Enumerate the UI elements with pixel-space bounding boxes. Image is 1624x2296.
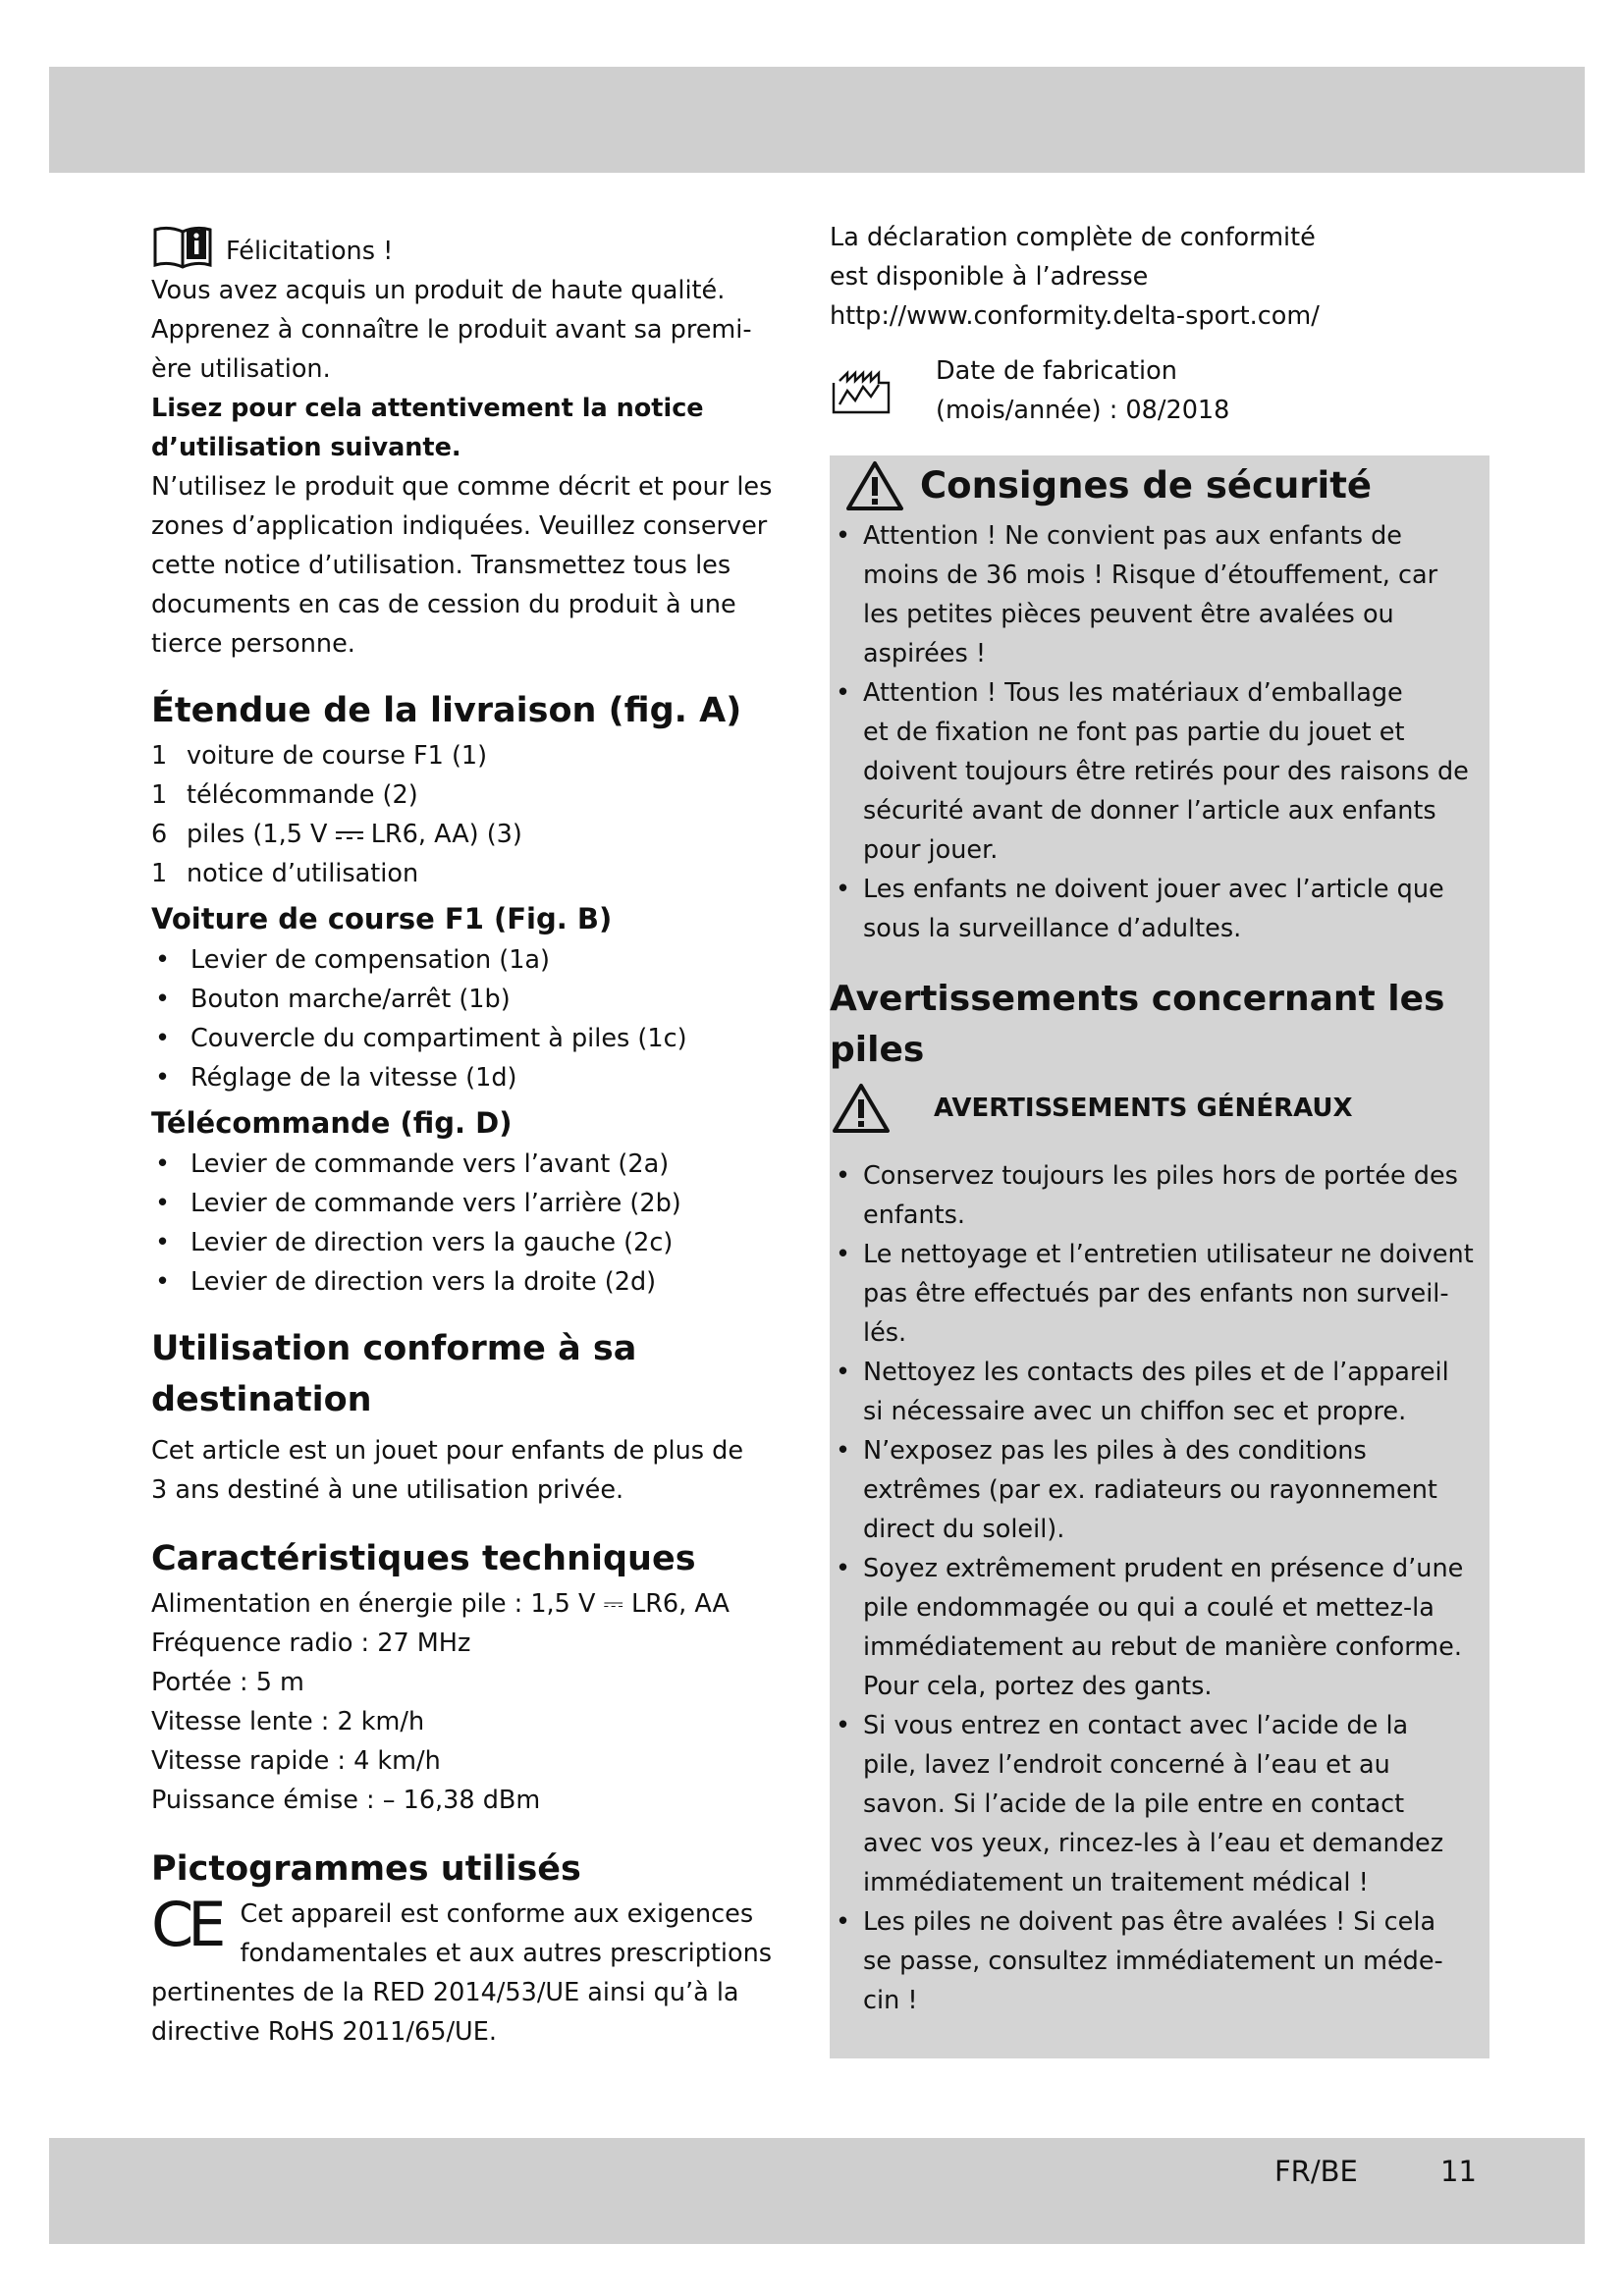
list-item: • Les enfants ne doivent jouer avec l’article que sous la surveillance d’adultes. <box>836 875 1444 943</box>
direct-current-icon <box>336 828 363 842</box>
specs-heading: Caractéristiques techniques <box>151 1539 696 1578</box>
intro-line: Apprenez à connaître le produit avant sa premi- <box>151 315 752 345</box>
list-item: 1 voiture de course F1 (1) <box>151 741 488 771</box>
factory-date-icon <box>830 365 893 416</box>
manual-info-icon <box>151 224 214 271</box>
list-item: • Le nettoyage et l’entretien utilisateur ne doivent pas être effectués par des enfants non surveil- lés. <box>836 1240 1474 1348</box>
delivery-heading: Étendue de la livraison (fig. A) <box>151 691 742 730</box>
list-item: 6 piles (1,5 V LR6, AA) (3) <box>151 820 522 849</box>
list-item: • Réglage de la vitesse (1d) <box>155 1063 517 1093</box>
date-line: (mois/année) : 08/2018 <box>936 396 1230 425</box>
usage-line: Cet article est un jouet pour enfants de plus de <box>151 1436 744 1466</box>
list-item: • Conservez toujours les piles hors de portée des enfants. <box>836 1161 1458 1230</box>
remote-list <box>151 1145 799 1302</box>
list-item: • Levier de direction vers la droite (2d) <box>155 1267 657 1297</box>
usage-heading: Utilisation conforme à sa <box>151 1329 637 1368</box>
car-heading: Voiture de course F1 (Fig. B) <box>151 902 613 935</box>
conformity-line: http://www.conformity.delta-sport.com/ <box>830 301 1320 331</box>
usage-heading: destination <box>151 1380 372 1419</box>
conformity-line: La déclaration complète de conformité <box>830 223 1316 252</box>
spec-line: Vitesse lente : 2 km/h <box>151 1707 425 1736</box>
usage-line: 3 ans destiné à une utilisation privée. <box>151 1475 624 1505</box>
list-item: • Couvercle du compartiment à piles (1c) <box>155 1024 687 1053</box>
battery-heading: Avertissements concernant les <box>830 979 1445 1019</box>
ce-line: Cet appareil est conforme aux exigences <box>240 1899 754 1929</box>
left-column <box>151 0 799 2052</box>
list-item: • Levier de commande vers l’avant (2a) <box>155 1149 670 1179</box>
battery-subheading: AVERTISSEMENTS GÉNÉRAUX <box>934 1094 1353 1123</box>
intro-line: zones d’application indiquées. Veuillez conserver <box>151 511 768 541</box>
spec-line: Portée : 5 m <box>151 1668 304 1697</box>
ce-line: pertinentes de la RED 2014/53/UE ainsi qu’à la <box>151 1978 739 2007</box>
battery-subheading-row <box>830 1082 1489 1135</box>
list-item: • N’exposez pas les piles à des conditions extrêmes (par ex. radiateurs ou rayonnement direct du soleil). <box>836 1436 1437 1544</box>
list-item: • Les piles ne doivent pas être avalées ! Si cela se passe, consultez immédiatement un méde- cin ! <box>836 1907 1443 2015</box>
intro-bold-line: d’utilisation suivante. <box>151 433 461 462</box>
intro-line: ère utilisation. <box>151 354 331 384</box>
list-item: • Soyez extrêmement prudent en présence d’une pile endommagée ou qui a coulé et mettez-la immédiatement au rebut de manière conforme. Pour cela, portez des gants. <box>836 1554 1464 1701</box>
list-item: • Nettoyez les contacts des piles et de l’appareil si nécessaire avec un chiffon sec et propre. <box>836 1358 1449 1426</box>
list-item: • Attention ! Tous les matériaux d’emballage et de fixation ne font pas partie du jouet et doivent toujours être retirés pour des raisons de sécurité avant de donner l’article aux enfants pour jouer. <box>836 678 1469 865</box>
intro-line: N’utilisez le produit que comme décrit et pour les <box>151 472 773 502</box>
right-column <box>830 218 1489 2020</box>
list-item: • Levier de compensation (1a) <box>155 945 550 975</box>
conformity-line: est disponible à l’adresse <box>830 262 1149 292</box>
list-item: • Attention ! Ne convient pas aux enfants de moins de 36 mois ! Risque d’étouffement, car les petites pièces peuvent être avalées ou aspirées ! <box>836 521 1438 668</box>
page-number: 11 <box>1440 2155 1477 2188</box>
ce-line: directive RoHS 2011/65/UE. <box>151 2017 497 2047</box>
pictograms-heading: Pictogrammes utilisés <box>151 1849 581 1889</box>
intro-line: cette notice d’utilisation. Transmettez tous les <box>151 551 731 580</box>
safety-heading-row <box>830 459 1489 512</box>
ce-mark-icon: CE <box>151 1889 221 1960</box>
date-line: Date de fabrication <box>936 356 1177 386</box>
safety-heading: Consignes de sécurité <box>920 464 1373 507</box>
car-list <box>151 940 799 1097</box>
list-item: • Bouton marche/arrêt (1b) <box>155 985 511 1014</box>
delivery-list <box>151 736 799 893</box>
remote-heading: Télécommande (fig. D) <box>151 1106 513 1140</box>
ce-block <box>151 1889 799 2052</box>
safety-list <box>830 516 1489 948</box>
intro-line: Vous avez acquis un produit de haute qualité. <box>151 276 726 305</box>
date-row <box>830 351 1489 430</box>
footer-language: FR/BE <box>1274 2155 1358 2188</box>
spec-line: Puissance émise : – 16,38 dBm <box>151 1786 541 1815</box>
warning-icon <box>832 1082 891 1135</box>
ce-line: fondamentales et aux autres prescriptions <box>240 1939 773 1968</box>
list-item: • Si vous entrez en contact avec l’acide de la pile, lavez l’endroit concerné à l’eau et au savon. Si l’acide de la pile entre en contact avec vos yeux, rincez-les à l’eau et demandez immédiatement un traitement médical ! <box>836 1711 1444 1897</box>
battery-heading: piles <box>830 1030 925 1070</box>
specs-list <box>151 1584 799 1820</box>
intro-bold-line: Lisez pour cela attentivement la notice <box>151 394 704 423</box>
list-item: 1 notice d’utilisation <box>151 859 419 888</box>
intro-line: documents en cas de cession du produit à une <box>151 590 736 619</box>
intro-title: Félicitations ! <box>226 237 394 266</box>
intro-title-row <box>151 224 799 271</box>
spec-line: Fréquence radio : 27 MHz <box>151 1629 471 1658</box>
spec-line: Vitesse rapide : 4 km/h <box>151 1746 441 1776</box>
list-item: 1 télécommande (2) <box>151 780 418 810</box>
list-item: • Levier de commande vers l’arrière (2b) <box>155 1189 681 1218</box>
list-item: • Levier de direction vers la gauche (2c) <box>155 1228 674 1257</box>
intro-line: tierce personne. <box>151 629 355 659</box>
warning-icon <box>845 459 904 512</box>
battery-list <box>830 1156 1489 2020</box>
spec-line: Alimentation en énergie pile : 1,5 V ⎓ LR6, AA <box>151 1589 730 1619</box>
